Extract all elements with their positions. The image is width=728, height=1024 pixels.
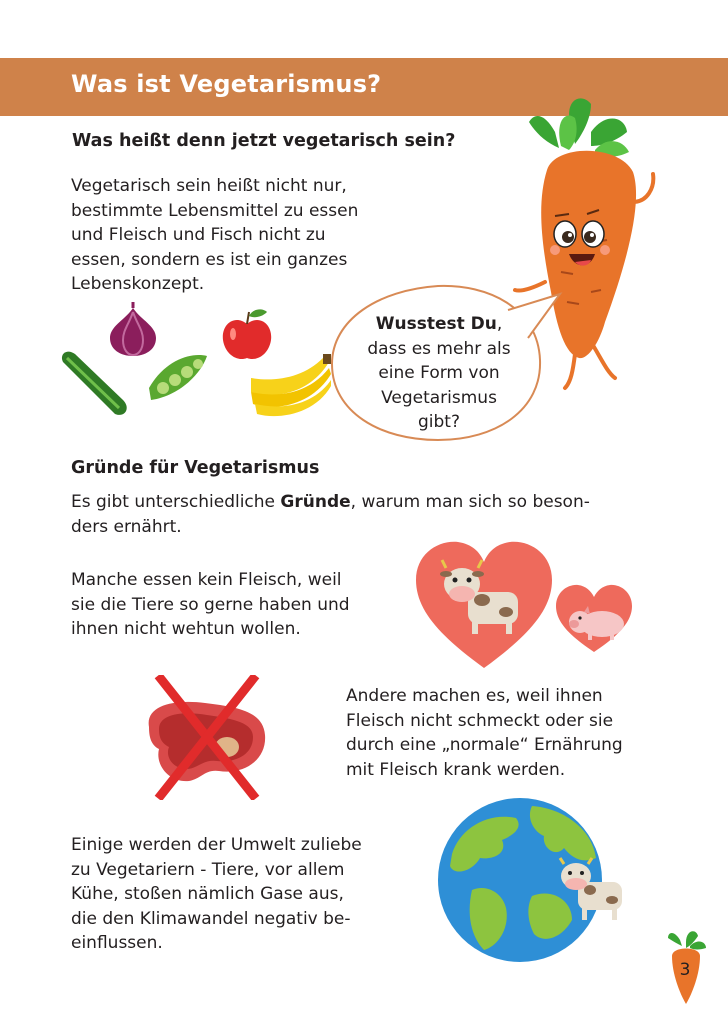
- peas-icon: [149, 355, 207, 400]
- vegetables-illustration: [55, 300, 345, 425]
- intro-text: Es gibt unterschiedliche: [71, 492, 281, 512]
- bubble-line: Vegetarismus: [381, 387, 497, 408]
- bubble-line: eine Form von: [378, 363, 500, 383]
- bubble-line: gibt?: [418, 412, 460, 432]
- reason3-line: zu Vegetariern - Tiere, vor allem: [71, 859, 345, 880]
- intro-bold: Gründe: [280, 492, 351, 512]
- paragraph-line: Lebenskonzept.: [71, 274, 205, 294]
- paragraph-line: und Fleisch und Fisch nicht zu: [71, 225, 326, 245]
- reason2-line: Andere machen es, weil ihnen: [346, 686, 603, 706]
- reason3-line: die den Klimawandel negativ be-: [71, 908, 351, 929]
- reason1-line: sie die Tiere so gerne haben und: [71, 594, 350, 615]
- bubble-line-1: [344, 312, 534, 337]
- section-heading-reasons: Gründe für Vegetarismus: [71, 458, 320, 478]
- bubble-line: dass es mehr als: [367, 338, 511, 359]
- banana-icon: [251, 354, 331, 416]
- bubble-comma: ,: [496, 314, 503, 334]
- reason1-line: ihnen nicht wehtun wollen.: [71, 619, 301, 639]
- paragraph-line: essen, sondern es ist ein ganzes: [71, 249, 348, 270]
- reason3-line: Einige werden der Umwelt zuliebe: [71, 835, 362, 855]
- apple-icon: [223, 309, 271, 359]
- section-heading-what: Was heißt denn jetzt vegetarisch sein?: [72, 131, 456, 151]
- page-title: Was ist Vegetarismus?: [71, 70, 382, 98]
- paragraph-line: Vegetarisch sein heißt nicht nur,: [71, 176, 347, 196]
- onion-icon: [110, 302, 156, 356]
- page-number: 3: [679, 960, 691, 980]
- intro-text-after: , warum man sich so beson-: [350, 492, 590, 512]
- globe-icon: [432, 788, 637, 968]
- reason3-line: einflussen.: [71, 933, 163, 953]
- reason1-line: Manche essen kein Fleisch, weil: [71, 570, 342, 590]
- no-meat-illustration: [135, 675, 280, 800]
- paragraph-line: bestimmte Lebensmittel zu essen: [71, 200, 359, 221]
- reason2-line: mit Fleisch krank werden.: [346, 759, 566, 780]
- reason3-line: Kühe, stoßen nämlich Gase aus,: [71, 884, 344, 904]
- cucumber-icon: [62, 352, 127, 415]
- reason2-line: Fleisch nicht schmeckt oder sie: [346, 710, 614, 731]
- reasons-intro-line: ders ernährt.: [71, 516, 182, 537]
- reasons-intro-line: [71, 490, 590, 515]
- bubble-bold: Wusstest Du: [375, 314, 497, 334]
- animals-hearts-illustration: [410, 540, 650, 675]
- reason2-line: durch eine „normale“ Ernährung: [346, 735, 623, 755]
